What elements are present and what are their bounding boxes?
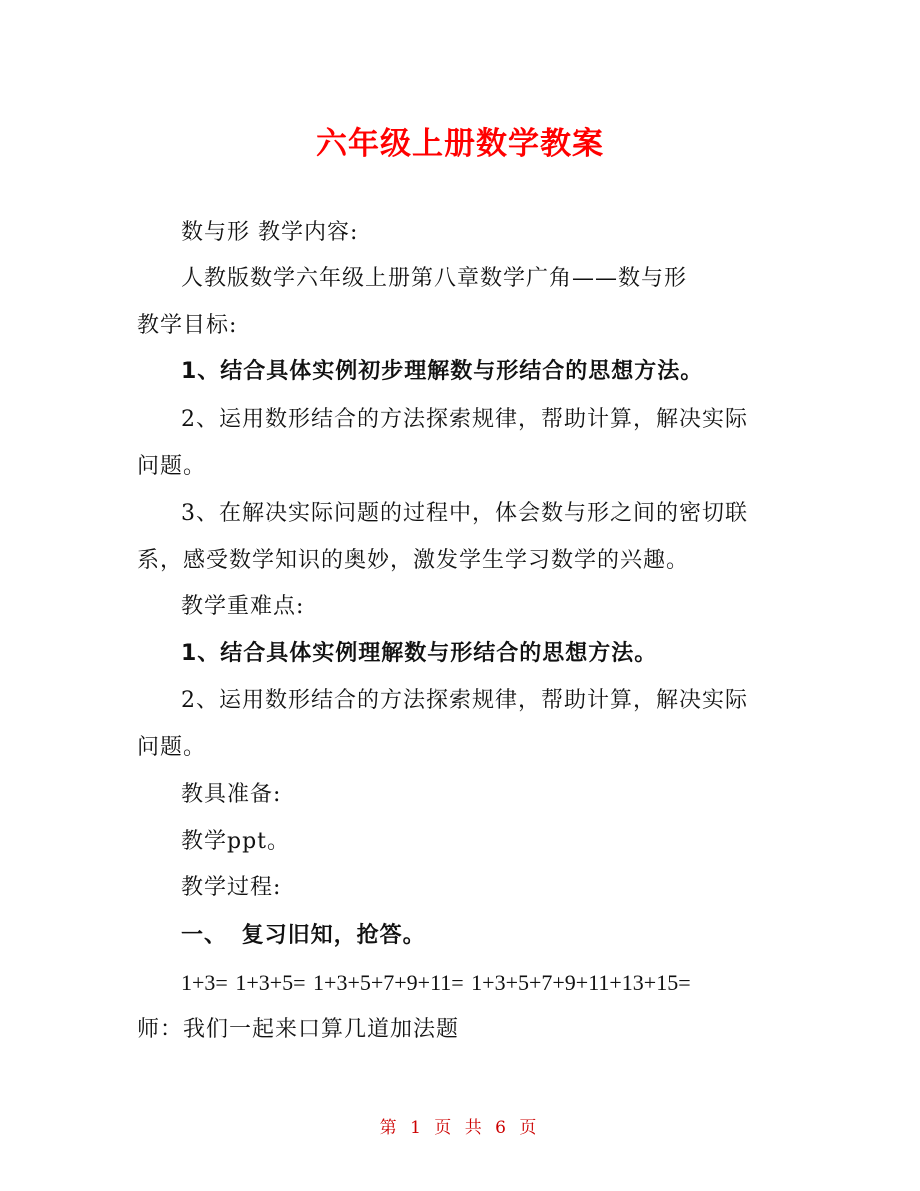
process-step-1: 一、 复习旧知，抢答。	[181, 923, 426, 948]
heading-objectives: 教学目标:	[137, 313, 238, 338]
objective-3-line-1: 3、在解决实际问题的过程中，体会数与形之间的密切联	[181, 501, 748, 526]
paragraph-topic-content: 数与形 教学内容:	[181, 220, 359, 245]
key-point-2-line-2: 问题。	[137, 735, 207, 760]
paragraph-textbook: 人教版数学六年级上册第八章数学广角——数与形	[181, 266, 688, 291]
objective-2-line-2: 问题。	[137, 454, 207, 479]
teacher-prompt: 师：我们一起来口算几道加法题	[137, 1017, 460, 1042]
objective-1: 1、结合具体实例初步理解数与形结合的思想方法。	[181, 359, 704, 384]
heading-process: 教学过程:	[181, 875, 282, 900]
page-number-footer: 第 1 页 共 6 页	[379, 1118, 541, 1138]
key-point-1: 1、结合具体实例理解数与形结合的思想方法。	[181, 641, 658, 666]
key-point-2-line-1: 2、运用数形结合的方法探索规律，帮助计算，解决实际	[181, 688, 748, 713]
objective-2-line-1: 2、运用数形结合的方法探索规律，帮助计算，解决实际	[181, 407, 748, 432]
materials-text: 教学ppt。	[181, 829, 291, 854]
document-title: 六年级上册数学教案	[316, 126, 604, 162]
addition-exercises: 1+3= 1+3+5= 1+3+5+7+9+11= 1+3+5+7+9+11+13+15=	[181, 970, 691, 995]
heading-key-points: 教学重难点:	[181, 594, 305, 619]
objective-3-line-2: 系，感受数学知识的奥妙，激发学生学习数学的兴趣。	[137, 548, 690, 573]
heading-materials: 教具准备:	[181, 782, 282, 807]
